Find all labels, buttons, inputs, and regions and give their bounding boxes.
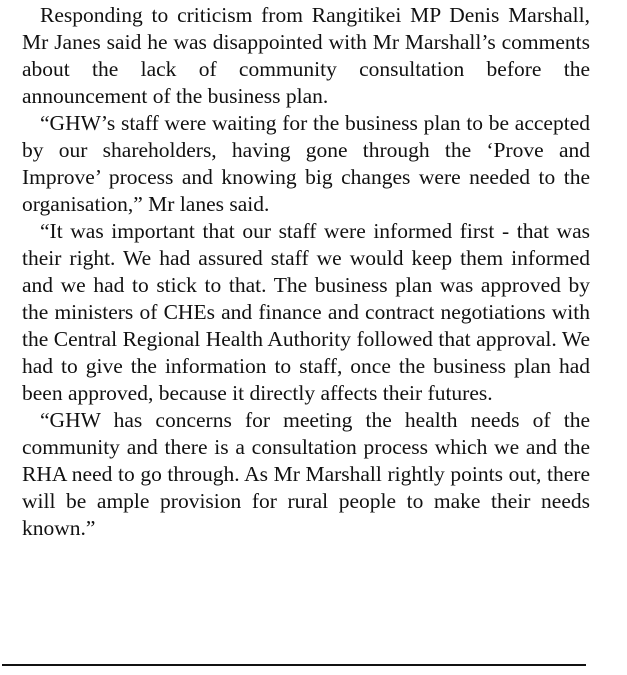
bottom-divider (2, 664, 586, 666)
paragraph-1: Responding to criticism from Rangitikei MP Denis Marshall, Mr Janes said he was disappointed with Mr Marshall’s comments about the lack of community consultation before the announcement of the business plan. (22, 3, 590, 108)
paragraph-2: “GHW’s staff were waiting for the business plan to be accepted by our shareholders, having gone through the ‘Prove and Improve’ process and knowing big changes were needed to the organisation,” Mr lanes said. (22, 111, 590, 216)
article-body (22, 2, 590, 542)
paragraph-3: “It was important that our staff were informed first - that was their right. We had assured staff we would keep them informed and we had to stick to that. The business plan was approved by the ministers of CHEs and finance and contract negotiations with the Central Regional Health Authority followed that approval. We had to give the information to staff, once the business plan had been approved, because it directly affects their futures. (22, 219, 590, 405)
paragraph-4: “GHW has concerns for meeting the health needs of the community and there is a consultation process which we and the RHA need to go through. As Mr Marshall rightly points out, there will be ample provision for rural people to make their needs known.” (22, 408, 590, 540)
